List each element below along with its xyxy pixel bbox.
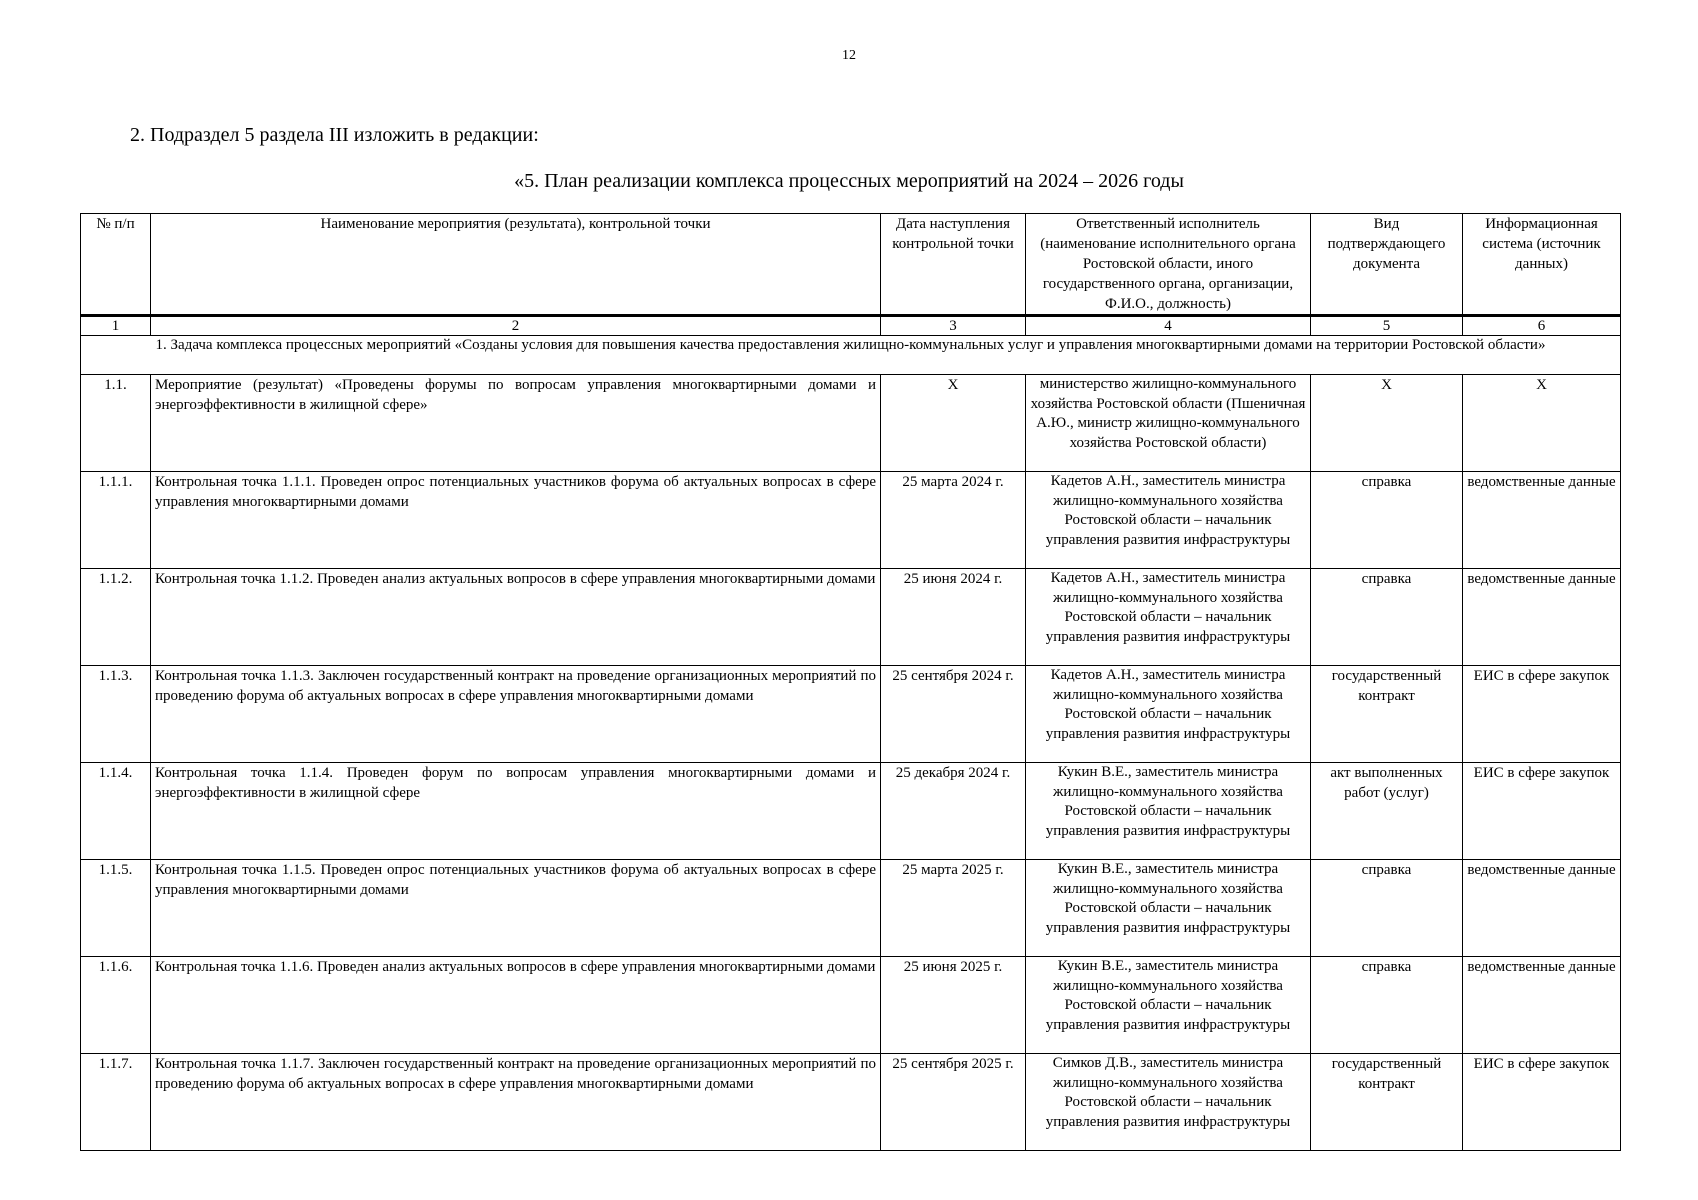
row-name: Контрольная точка 1.1.6. Проведен анализ актуальных вопросов в сфере управления многоквартирными домами [151, 957, 881, 1054]
column-number: 2 [151, 316, 881, 336]
row-date: 25 июня 2025 г. [881, 957, 1026, 1054]
table-header-row [81, 214, 1621, 316]
row-doc-type: государственный контракт [1311, 1054, 1463, 1151]
row-num: 1.1.6. [81, 957, 151, 1054]
table-row [81, 957, 1621, 1054]
header-info-system: Информационная система (источник данных) [1463, 214, 1621, 316]
row-name: Контрольная точка 1.1.3. Заключен государственный контракт на проведение организационных мероприятий по проведению форума об актуальных вопросах в сфере управления многоквартирными домами [151, 666, 881, 763]
column-number: 1 [81, 316, 151, 336]
row-name: Контрольная точка 1.1.1. Проведен опрос потенциальных участников форума об актуальных вопросах в сфере управления многоквартирными домами [151, 472, 881, 569]
row-responsible: Кукин В.Е., заместитель министра жилищно-коммунального хозяйства Ростовской области – начальник управления развития инфраструктуры [1026, 957, 1311, 1054]
table-row [81, 472, 1621, 569]
table-row [81, 375, 1621, 472]
column-number: 5 [1311, 316, 1463, 336]
header-name: Наименование мероприятия (результата), контрольной точки [151, 214, 881, 316]
header-num: № п/п [81, 214, 151, 316]
row-num: 1.1.7. [81, 1054, 151, 1151]
row-responsible: Кадетов А.Н., заместитель министра жилищно-коммунального хозяйства Ростовской области – начальник управления развития инфраструктуры [1026, 472, 1311, 569]
row-date: 25 сентября 2025 г. [881, 1054, 1026, 1151]
row-info-system: ведомственные данные [1463, 472, 1621, 569]
row-date: 25 сентября 2024 г. [881, 666, 1026, 763]
row-info-system: ведомственные данные [1463, 957, 1621, 1054]
row-name: Контрольная точка 1.1.2. Проведен анализ актуальных вопросов в сфере управления многоквартирными домами [151, 569, 881, 666]
row-name: Мероприятие (результат) «Проведены форумы по вопросам управления многоквартирными домами и энергоэффективности в жилищной сфере» [151, 375, 881, 472]
row-doc-type: справка [1311, 569, 1463, 666]
row-date: X [881, 375, 1026, 472]
column-number: 4 [1026, 316, 1311, 336]
row-info-system: ЕИС в сфере закупок [1463, 1054, 1621, 1151]
header-doc-type: Вид подтверждающего документа [1311, 214, 1463, 316]
column-number: 6 [1463, 316, 1621, 336]
row-date: 25 марта 2025 г. [881, 860, 1026, 957]
row-num: 1.1.1. [81, 472, 151, 569]
row-name: Контрольная точка 1.1.5. Проведен опрос потенциальных участников форума об актуальных вопросах в сфере управления многоквартирными домами [151, 860, 881, 957]
row-num: 1.1.5. [81, 860, 151, 957]
row-responsible: Симков Д.В., заместитель министра жилищно-коммунального хозяйства Ростовской области – начальник управления развития инфраструктуры [1026, 1054, 1311, 1151]
row-doc-type: справка [1311, 957, 1463, 1054]
row-responsible: Кукин В.Е., заместитель министра жилищно-коммунального хозяйства Ростовской области – начальник управления развития инфраструктуры [1026, 763, 1311, 860]
row-num: 1.1.4. [81, 763, 151, 860]
table-row [81, 860, 1621, 957]
row-info-system: X [1463, 375, 1621, 472]
row-num: 1.1.2. [81, 569, 151, 666]
page-number: 12 [842, 48, 856, 63]
row-doc-type: акт выполненных работ (услуг) [1311, 763, 1463, 860]
header-date: Дата наступления контрольной точки [881, 214, 1026, 316]
row-doc-type: государственный контракт [1311, 666, 1463, 763]
header-responsible: Ответственный исполнитель (наименование исполнительного органа Ростовской области, иного государственного органа, организации, Ф.И.О., должность) [1026, 214, 1311, 316]
table-row [81, 666, 1621, 763]
row-doc-type: X [1311, 375, 1463, 472]
row-responsible: Кадетов А.Н., заместитель министра жилищно-коммунального хозяйства Ростовской области – начальник управления развития инфраструктуры [1026, 666, 1311, 763]
task-heading-row [81, 336, 1621, 375]
row-name: Контрольная точка 1.1.4. Проведен форум по вопросам управления многоквартирными домами и энергоэффективности в жилищной сфере [151, 763, 881, 860]
table-row [81, 763, 1621, 860]
row-responsible: Кукин В.Е., заместитель министра жилищно-коммунального хозяйства Ростовской области – начальник управления развития инфраструктуры [1026, 860, 1311, 957]
plan-table [80, 213, 1621, 1151]
plan-title: «5. План реализации комплекса процессных мероприятий на 2024 – 2026 годы [514, 170, 1184, 192]
column-number-row [81, 316, 1621, 336]
row-name: Контрольная точка 1.1.7. Заключен государственный контракт на проведение организационных мероприятий по проведению форума об актуальных вопросах в сфере управления многоквартирными домами [151, 1054, 881, 1151]
row-info-system: ЕИС в сфере закупок [1463, 666, 1621, 763]
task-heading: 1. Задача комплекса процессных мероприятий «Созданы условия для повышения качества предоставления жилищно-коммунальных услуг и управления многоквартирными домами на территории Ростовской области» [81, 336, 1621, 375]
row-date: 25 июня 2024 г. [881, 569, 1026, 666]
row-info-system: ЕИС в сфере закупок [1463, 763, 1621, 860]
table-row [81, 1054, 1621, 1151]
row-date: 25 декабря 2024 г. [881, 763, 1026, 860]
row-info-system: ведомственные данные [1463, 860, 1621, 957]
row-responsible: Кадетов А.Н., заместитель министра жилищно-коммунального хозяйства Ростовской области – начальник управления развития инфраструктуры [1026, 569, 1311, 666]
row-num: 1.1. [81, 375, 151, 472]
row-responsible: министерство жилищно-коммунального хозяйства Ростовской области (Пшеничная А.Ю., министр жилищно-коммунального хозяйства Ростовской области) [1026, 375, 1311, 472]
row-doc-type: справка [1311, 472, 1463, 569]
row-doc-type: справка [1311, 860, 1463, 957]
row-num: 1.1.3. [81, 666, 151, 763]
row-info-system: ведомственные данные [1463, 569, 1621, 666]
intro-paragraph: 2. Подраздел 5 раздела III изложить в редакции: [130, 124, 539, 146]
table-row [81, 569, 1621, 666]
column-number: 3 [881, 316, 1026, 336]
row-date: 25 марта 2024 г. [881, 472, 1026, 569]
